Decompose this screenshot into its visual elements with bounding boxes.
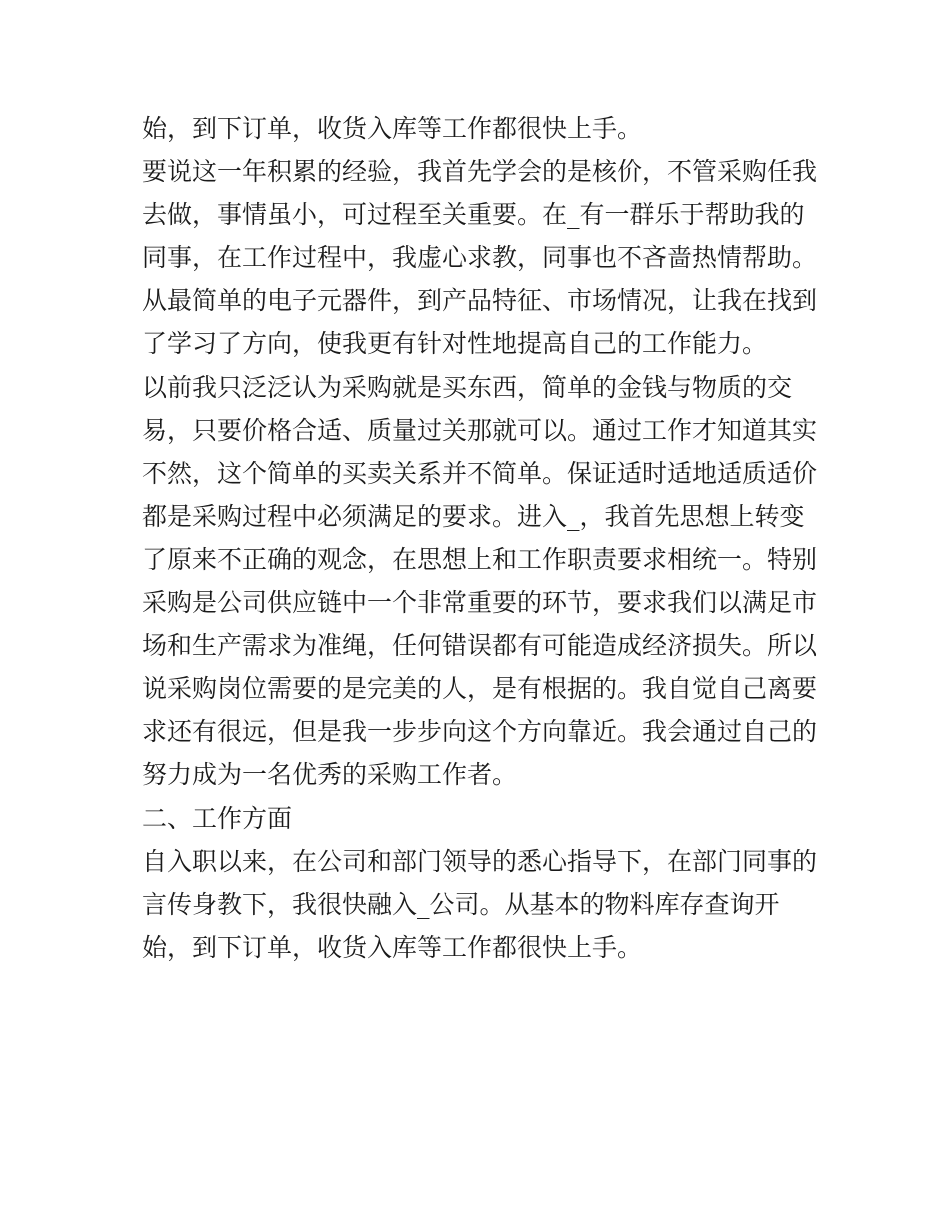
text-line: 采购是公司供应链中一个非常重要的环节，要求我们以满足市 — [142, 588, 818, 618]
text-line: 不然，这个简单的买卖关系并不简单。保证适时适地适质适价 — [142, 458, 818, 488]
text-line: 从最简单的电子元器件，到产品特征、市场情况，让我在找到 — [142, 286, 818, 316]
text-line: 都是采购过程中必须满足的要求。进入_，我首先思想上转变 — [142, 501, 805, 531]
text-line: 同事，在工作过程中，我虚心求教，同事也不吝啬热情帮助。 — [142, 243, 818, 273]
text-line: 场和生产需求为准绳，任何错误都有可能造成经济损失。所以 — [142, 631, 818, 661]
text-line: 易，只要价格合适、质量过关那就可以。通过工作才知道其实 — [142, 415, 818, 445]
text-line: 了原来不正确的观念，在思想上和工作职责要求相统一。特别 — [142, 544, 818, 574]
text-line: 言传身教下，我很快融入_公司。从基本的物料库存查询开 — [142, 889, 780, 919]
text-line: 以前我只泛泛认为采购就是买东西，简单的金钱与物质的交 — [142, 372, 793, 402]
text-line: 了学习了方向，使我更有针对性地提高自己的工作能力。 — [142, 329, 768, 359]
text-line: 要说这一年积累的经验，我首先学会的是核价，不管采购任我 — [142, 157, 818, 187]
document-text-body — [142, 107, 822, 969]
text-line: 始，到下订单，收货入库等工作都很快上手。 — [142, 932, 643, 962]
text-line: 求还有很远，但是我一步步向这个方向靠近。我会通过自己的 — [142, 717, 818, 747]
text-line: 努力成为一名优秀的采购工作者。 — [142, 760, 518, 790]
text-line: 始，到下订单，收货入库等工作都很快上手。 — [142, 114, 643, 143]
text-line: 自入职以来，在公司和部门领导的悉心指导下，在部门同事的 — [142, 846, 818, 876]
text-line: 说采购岗位需要的是完美的人，是有根据的。我自觉自己离要 — [142, 674, 818, 704]
section-heading: 二、工作方面 — [142, 803, 293, 833]
text-line: 去做，事情虽小，可过程至关重要。在_有一群乐于帮助我的 — [142, 200, 805, 230]
